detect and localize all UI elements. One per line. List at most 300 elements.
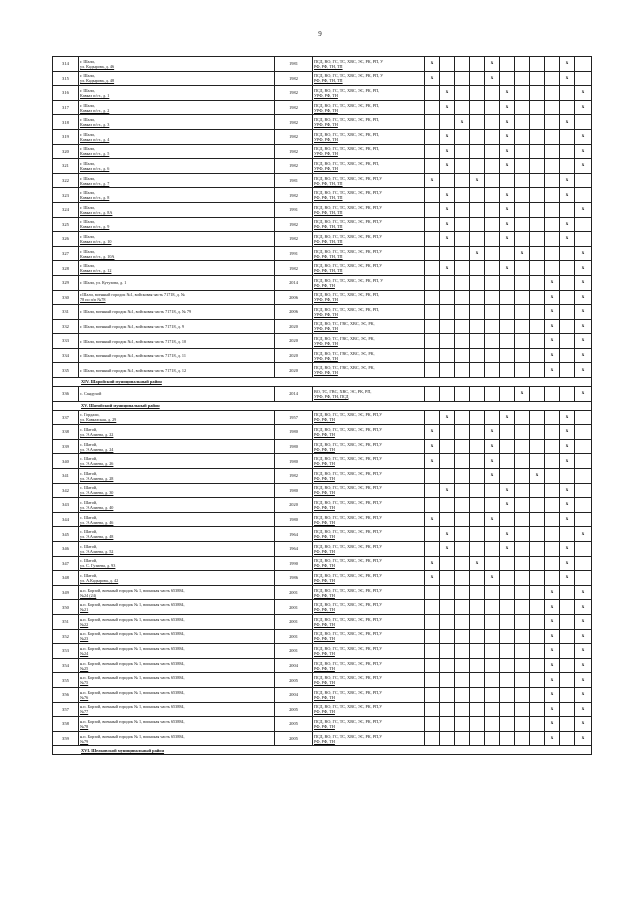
address-cell (79, 673, 275, 688)
works-line: ПСД, ВО, ГС, ТС, ХВС, ЭС, РК, РП,У (314, 263, 383, 269)
mark-cell (470, 717, 485, 732)
mark-cell (530, 290, 545, 305)
mark-cell (455, 469, 470, 484)
mark-cell (440, 469, 455, 484)
works-line: РФ, РФ, ТН (314, 282, 335, 288)
table-row (53, 717, 592, 732)
mark-cell (560, 159, 575, 174)
address-cell (79, 246, 275, 261)
mark-cell: x (440, 129, 455, 144)
mark-cell (440, 305, 455, 320)
mark-cell (530, 334, 545, 349)
mark-cell (545, 217, 560, 232)
table-row (53, 483, 592, 498)
mark-cell (485, 202, 500, 217)
year-cell: 1991 (275, 246, 313, 261)
mark-cell (545, 246, 560, 261)
works-line: РФ, РФ, ТН (314, 475, 335, 481)
address-cell (79, 702, 275, 717)
mark-cell: x (500, 217, 515, 232)
row-number: 344 (53, 512, 79, 527)
works-line: УРФ, РФ, ТН (314, 311, 338, 317)
works-cell (313, 100, 425, 115)
mark-cell (425, 275, 440, 290)
address-line: н.п. Борзой, военный городок № 1, воинская часть 653884, (80, 718, 185, 724)
mark-cell (425, 585, 440, 600)
row-number: 335 (53, 363, 79, 378)
address-line: Кавказ п/ст., д. 3 (80, 122, 110, 128)
table-row (53, 731, 592, 746)
mark-cell (485, 556, 500, 571)
address-line: Кавказ п/ст., д. 8А (80, 209, 113, 215)
address-cell (79, 159, 275, 174)
address-cell (79, 202, 275, 217)
mark-cell: x (575, 129, 592, 144)
row-number: 349 (53, 585, 79, 600)
works-line: ПСД, ВО, ГС, ТС, ХВС, ЭС, РК, РП,У (314, 456, 383, 462)
mark-cell (485, 387, 500, 402)
works-line: ПСД, ВО, ГС, ТС, ХВС, ЭС, РК, РП,У (314, 485, 383, 491)
address-line: г. Шали, (80, 146, 95, 152)
address-line: ул. Э.Алиева, д. 48 (80, 534, 114, 540)
mark-cell (440, 387, 455, 402)
year-cell: 1980 (275, 454, 313, 469)
mark-cell (425, 319, 440, 334)
mark-cell (530, 217, 545, 232)
row-number: 347 (53, 556, 79, 571)
address-line: г. Шали, военный городок №1, войсковая часть 71718, д. 11 (80, 353, 186, 359)
address-line: Кавказ п/ст., д. 1 (80, 92, 110, 98)
works-cell (313, 702, 425, 717)
mark-cell (440, 658, 455, 673)
address-line: ул. С. Гузиева, д. 93 (80, 563, 116, 569)
mark-cell (485, 363, 500, 378)
table-row (53, 217, 592, 232)
mark-cell (485, 348, 500, 363)
mark-cell (500, 387, 515, 402)
mark-cell (440, 600, 455, 615)
address-cell (79, 305, 275, 320)
mark-cell (500, 702, 515, 717)
mark-cell (470, 217, 485, 232)
row-number: 348 (53, 571, 79, 586)
address-line: ул. Э.Алиева, д. 24 (80, 446, 114, 452)
housing-table (52, 56, 592, 755)
mark-cell (500, 305, 515, 320)
mark-cell (545, 498, 560, 513)
mark-cell (425, 217, 440, 232)
mark-cell (545, 159, 560, 174)
mark-cell (455, 673, 470, 688)
mark-cell: x (560, 571, 575, 586)
works-cell (313, 556, 425, 571)
row-number: 331 (53, 305, 79, 320)
works-cell (313, 629, 425, 644)
mark-cell: x (560, 512, 575, 527)
mark-cell (455, 614, 470, 629)
mark-cell (425, 702, 440, 717)
address-line: н.п. Борзой, военный городок № 1, воинская часть 653884, (80, 675, 185, 681)
year-cell: 2020 (275, 348, 313, 363)
mark-cell (455, 731, 470, 746)
mark-cell (455, 188, 470, 203)
table-row (53, 469, 592, 484)
works-cell (313, 334, 425, 349)
table-row (53, 86, 592, 101)
mark-cell (515, 217, 530, 232)
mark-cell: x (500, 498, 515, 513)
mark-cell (545, 483, 560, 498)
works-cell (313, 57, 425, 72)
mark-cell: x (440, 542, 455, 557)
row-number: 336 (53, 387, 79, 402)
mark-cell (425, 232, 440, 247)
mark-cell: x (425, 173, 440, 188)
year-cell: 2001 (275, 585, 313, 600)
mark-cell (560, 363, 575, 378)
mark-cell: x (440, 159, 455, 174)
mark-cell (455, 261, 470, 276)
year-cell: 2001 (275, 644, 313, 659)
mark-cell (560, 687, 575, 702)
table-row (53, 261, 592, 276)
mark-cell (485, 100, 500, 115)
address-line: с. Шатой, (80, 572, 98, 578)
mark-cell (530, 57, 545, 72)
year-cell: 2005 (275, 673, 313, 688)
works-line: ПСД, ВО, ГС, ТС, ХВС, ЭС, РК, РП,У (314, 675, 383, 681)
mark-cell (500, 246, 515, 261)
mark-cell (500, 319, 515, 334)
mark-cell (500, 673, 515, 688)
table-row (53, 425, 592, 440)
mark-cell (485, 614, 500, 629)
address-cell (79, 188, 275, 203)
address-cell (79, 512, 275, 527)
mark-cell (530, 348, 545, 363)
mark-cell (530, 71, 545, 86)
works-cell (313, 246, 425, 261)
mark-cell (560, 129, 575, 144)
mark-cell (440, 673, 455, 688)
mark-cell (515, 129, 530, 144)
mark-cell (515, 261, 530, 276)
works-line: РФ, РФ, ТН, ТП (314, 224, 343, 230)
mark-cell (530, 159, 545, 174)
row-number: 322 (53, 173, 79, 188)
mark-cell (545, 202, 560, 217)
mark-cell (515, 571, 530, 586)
works-line: ПСД, ВО, ГС, ТС, ХВС, ЭС, РК, РП,У (314, 529, 383, 535)
mark-cell (500, 556, 515, 571)
mark-cell (500, 469, 515, 484)
mark-cell: x (500, 115, 515, 130)
mark-cell (560, 629, 575, 644)
mark-cell (455, 527, 470, 542)
mark-cell (500, 334, 515, 349)
mark-cell (560, 717, 575, 732)
year-cell: 1980 (275, 483, 313, 498)
works-line: РФ, РФ, ТН (314, 417, 335, 423)
table-row (53, 571, 592, 586)
works-cell (313, 144, 425, 159)
mark-cell (470, 702, 485, 717)
row-number: 352 (53, 629, 79, 644)
works-cell (313, 305, 425, 320)
mark-cell (515, 410, 530, 425)
mark-cell (575, 483, 592, 498)
mark-cell (470, 469, 485, 484)
mark-cell: x (425, 454, 440, 469)
mark-cell (575, 469, 592, 484)
year-cell: 2001 (275, 600, 313, 615)
table-row (53, 290, 592, 305)
mark-cell (500, 585, 515, 600)
works-line: РФ, РФ, ТН, ТП (314, 253, 343, 259)
mark-cell (455, 71, 470, 86)
table-row (53, 71, 592, 86)
address-line: №79 (80, 738, 89, 744)
year-cell: 1980 (275, 425, 313, 440)
mark-cell (470, 334, 485, 349)
mark-cell (530, 571, 545, 586)
mark-cell (455, 556, 470, 571)
mark-cell (530, 439, 545, 454)
works-line: РФ, РФ, ТН (314, 548, 335, 554)
mark-cell (425, 658, 440, 673)
address-cell (79, 363, 275, 378)
mark-cell (530, 454, 545, 469)
mark-cell (485, 498, 500, 513)
works-cell (313, 673, 425, 688)
works-line: РФ, РФ, ТН (314, 709, 335, 715)
year-cell: 1982 (275, 129, 313, 144)
mark-cell (515, 319, 530, 334)
address-line: №21 (80, 607, 89, 613)
mark-cell: x (545, 585, 560, 600)
mark-cell (425, 644, 440, 659)
mark-cell (560, 600, 575, 615)
mark-cell (440, 173, 455, 188)
mark-cell (515, 483, 530, 498)
address-line: г. Шали, (80, 131, 95, 137)
mark-cell: x (560, 454, 575, 469)
address-line: ул. Кавказская, д. 29 (80, 417, 117, 423)
works-line: РФ, РФ, ТН (314, 665, 335, 671)
row-number: 333 (53, 334, 79, 349)
address-line: ул. Э.Алиева, д. 30 (80, 490, 114, 496)
mark-cell (560, 144, 575, 159)
works-line: ПСД, ВО, ГС, ТС, ХВС, ЭС, РК, РП, (314, 292, 380, 298)
works-cell (313, 469, 425, 484)
works-line: ПСД, ВО, ГС, ТС, ХВС, ЭС, РК, РП,У (314, 233, 383, 239)
address-line: №77 (80, 709, 89, 715)
mark-cell (530, 512, 545, 527)
address-line: с. Шатой, (80, 441, 98, 447)
row-number: 324 (53, 202, 79, 217)
mark-cell (560, 614, 575, 629)
works-cell (313, 129, 425, 144)
mark-cell: x (500, 202, 515, 217)
mark-cell (515, 348, 530, 363)
mark-cell: x (545, 348, 560, 363)
works-line: ПСД, ВО, ГС, ТС, ХВС, ЭС, РК, РП,У (314, 704, 383, 710)
address-line: №25 (80, 665, 89, 671)
table-row (53, 614, 592, 629)
mark-cell (530, 86, 545, 101)
mark-cell (515, 600, 530, 615)
mark-cell (455, 144, 470, 159)
mark-cell (470, 261, 485, 276)
year-cell: 1982 (275, 469, 313, 484)
mark-cell (425, 115, 440, 130)
mark-cell (455, 483, 470, 498)
address-line: с. Сандухой (80, 391, 102, 397)
mark-cell (545, 261, 560, 276)
row-number: 314 (53, 57, 79, 72)
mark-cell (515, 687, 530, 702)
works-cell (313, 86, 425, 101)
mark-cell (440, 702, 455, 717)
mark-cell (425, 614, 440, 629)
mark-cell (425, 717, 440, 732)
mark-cell: x (575, 658, 592, 673)
address-line: н.п. Борзой, военный городок № 1, воинская часть 653884, (80, 660, 185, 666)
mark-cell (455, 129, 470, 144)
table-body (53, 57, 592, 755)
works-line: РФ, РФ, ТН (314, 505, 335, 511)
mark-cell: x (545, 644, 560, 659)
mark-cell (575, 556, 592, 571)
works-line: РФ, РФ, ТН (314, 723, 335, 729)
table-row (53, 498, 592, 513)
address-line: ул. Э.Алиева, д. 40 (80, 505, 114, 511)
mark-cell: x (545, 275, 560, 290)
mark-cell (515, 527, 530, 542)
works-cell (313, 527, 425, 542)
works-cell (313, 202, 425, 217)
year-cell: 2020 (275, 334, 313, 349)
table-row (53, 305, 592, 320)
mark-cell (575, 57, 592, 72)
mark-cell (515, 556, 530, 571)
works-cell (313, 217, 425, 232)
mark-cell (560, 100, 575, 115)
mark-cell: x (440, 86, 455, 101)
mark-cell (440, 334, 455, 349)
mark-cell (485, 673, 500, 688)
works-line: ПСД, ВО, ГС, ТС, ХВС, ЭС, РК, РП,У (314, 219, 383, 225)
works-cell (313, 363, 425, 378)
mark-cell (455, 439, 470, 454)
address-cell (79, 527, 275, 542)
mark-cell (425, 469, 440, 484)
section-header-row (53, 746, 592, 755)
mark-cell: x (575, 86, 592, 101)
mark-cell (485, 702, 500, 717)
mark-cell (440, 363, 455, 378)
mark-cell: x (440, 527, 455, 542)
works-line: ПСД, ВО, ГС, ТС, ХВС, ЭС, РК, РП,У (314, 175, 383, 181)
mark-cell (530, 483, 545, 498)
row-number: 353 (53, 644, 79, 659)
year-cell: 1982 (275, 217, 313, 232)
works-line: РФ, РФ, ТН (314, 432, 335, 438)
mark-cell (530, 275, 545, 290)
mark-cell (470, 498, 485, 513)
address-cell (79, 585, 275, 600)
mark-cell (545, 232, 560, 247)
mark-cell (425, 687, 440, 702)
mark-cell (455, 100, 470, 115)
address-line: ул. Э.Алиева, д. 26 (80, 461, 114, 467)
mark-cell (530, 363, 545, 378)
mark-cell: x (545, 687, 560, 702)
mark-cell (470, 585, 485, 600)
year-cell: 2005 (275, 702, 313, 717)
mark-cell (530, 644, 545, 659)
mark-cell (575, 173, 592, 188)
address-cell (79, 232, 275, 247)
mark-cell (500, 614, 515, 629)
works-line: ПСД, ВО, ГС, ТС, ХВС, ЭС, РК, РП, (314, 306, 380, 312)
mark-cell: x (515, 246, 530, 261)
mark-cell (440, 319, 455, 334)
address-line: н.п. Борзой, военный городок № 1, воинская часть 653884, (80, 602, 185, 608)
works-line: УРФ, РФ, ТН (314, 355, 338, 361)
mark-cell (425, 542, 440, 557)
mark-cell (485, 629, 500, 644)
mark-cell (440, 644, 455, 659)
mark-cell (425, 527, 440, 542)
year-cell: 2020 (275, 363, 313, 378)
works-line: ПСД, ВО, ГС, ТС, ХВС, ЭС, РК, РП, (314, 117, 380, 123)
mark-cell (515, 469, 530, 484)
mark-cell: x (575, 305, 592, 320)
mark-cell (470, 673, 485, 688)
mark-cell (470, 542, 485, 557)
year-cell: 2005 (275, 717, 313, 732)
mark-cell: x (560, 71, 575, 86)
mark-cell (485, 246, 500, 261)
mark-cell (530, 144, 545, 159)
year-cell: 2005 (275, 731, 313, 746)
address-cell (79, 629, 275, 644)
address-cell (79, 717, 275, 732)
works-line: ПСД, ВО, ГС, ТС, ХВС, ЭС, РК, РП,У (314, 441, 383, 447)
row-number: 329 (53, 275, 79, 290)
mark-cell (455, 305, 470, 320)
address-cell (79, 57, 275, 72)
address-line: н.п. Борзой, военный городок № 1, воинская часть 653884, (80, 631, 185, 637)
mark-cell (440, 585, 455, 600)
table-row (53, 556, 592, 571)
mark-cell (470, 527, 485, 542)
mark-cell (440, 454, 455, 469)
year-cell: 1964 (275, 542, 313, 557)
mark-cell (530, 173, 545, 188)
mark-cell: x (575, 527, 592, 542)
works-line: ПСД, ВО, ГС, ТС, ХВС, ЭС, РК, РП, (314, 102, 380, 108)
works-cell (313, 717, 425, 732)
address-line: г. Шали, (80, 175, 95, 181)
mark-cell: x (485, 469, 500, 484)
mark-cell (530, 188, 545, 203)
works-cell (313, 319, 425, 334)
mark-cell (560, 702, 575, 717)
works-cell (313, 483, 425, 498)
table-row (53, 387, 592, 402)
